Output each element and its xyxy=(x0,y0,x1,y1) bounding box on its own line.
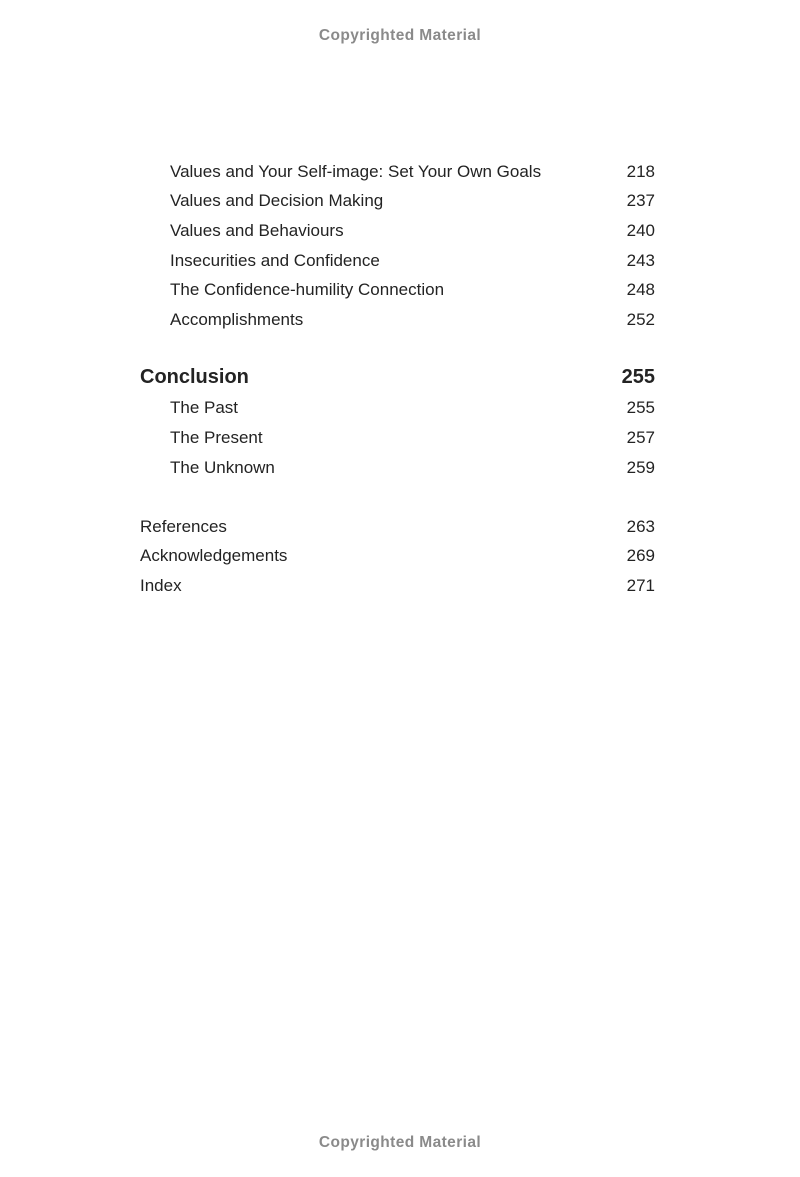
toc-chapter-entry xyxy=(140,362,655,394)
toc-entry-label: The Confidence-humility Connection xyxy=(170,280,445,300)
toc-entry-label: Accomplishments xyxy=(170,309,304,329)
toc-entry-page: 252 xyxy=(626,309,655,329)
toc-entry xyxy=(140,394,655,424)
toc-entry xyxy=(140,423,655,453)
toc-entry-label: Conclusion xyxy=(140,366,249,389)
toc-entry-page: 255 xyxy=(626,398,655,418)
toc-entry-page: 263 xyxy=(626,516,655,536)
toc-entry xyxy=(140,453,655,483)
toc-entry xyxy=(140,216,655,246)
section-gap xyxy=(140,482,655,512)
toc-entry xyxy=(140,246,655,276)
toc-entry-page: 257 xyxy=(626,427,655,447)
toc-entry xyxy=(140,187,655,217)
toc-entry-label: The Past xyxy=(170,398,239,418)
toc-entry-label: Acknowledgements xyxy=(140,546,288,566)
copyright-notice-top: Copyrighted Material xyxy=(318,27,482,44)
toc-entry-label: The Present xyxy=(170,427,263,447)
toc-entry-label: References xyxy=(140,516,227,536)
toc-entry xyxy=(140,157,655,187)
toc-entry-page: 243 xyxy=(626,250,655,270)
toc-entry xyxy=(140,512,655,542)
toc-entry-label: Values and Decision Making xyxy=(170,191,384,211)
toc-entry-label: Index xyxy=(140,575,182,595)
toc-entry-page: 271 xyxy=(626,575,655,595)
toc-entry-page: 240 xyxy=(626,220,655,240)
table-of-contents xyxy=(140,157,655,601)
toc-entry xyxy=(140,571,655,601)
toc-entry-page: 237 xyxy=(626,191,655,211)
section-gap xyxy=(140,335,655,362)
toc-entry xyxy=(140,542,655,572)
copyright-notice-bottom: Copyrighted Material xyxy=(318,1134,482,1151)
toc-entry-page: 259 xyxy=(626,457,655,477)
toc-entry xyxy=(140,305,655,335)
toc-entry-page: 218 xyxy=(626,161,655,181)
toc-entry-label: Insecurities and Confidence xyxy=(170,250,380,270)
toc-entry-page: 255 xyxy=(621,366,655,389)
toc-entry-label: The Unknown xyxy=(170,457,275,477)
toc-entry-label: Values and Your Self-image: Set Your Own Goals xyxy=(170,161,542,181)
toc-entry xyxy=(140,275,655,305)
toc-entry-page: 269 xyxy=(626,546,655,566)
toc-entry-label: Values and Behaviours xyxy=(170,220,344,240)
toc-entry-page: 248 xyxy=(626,280,655,300)
